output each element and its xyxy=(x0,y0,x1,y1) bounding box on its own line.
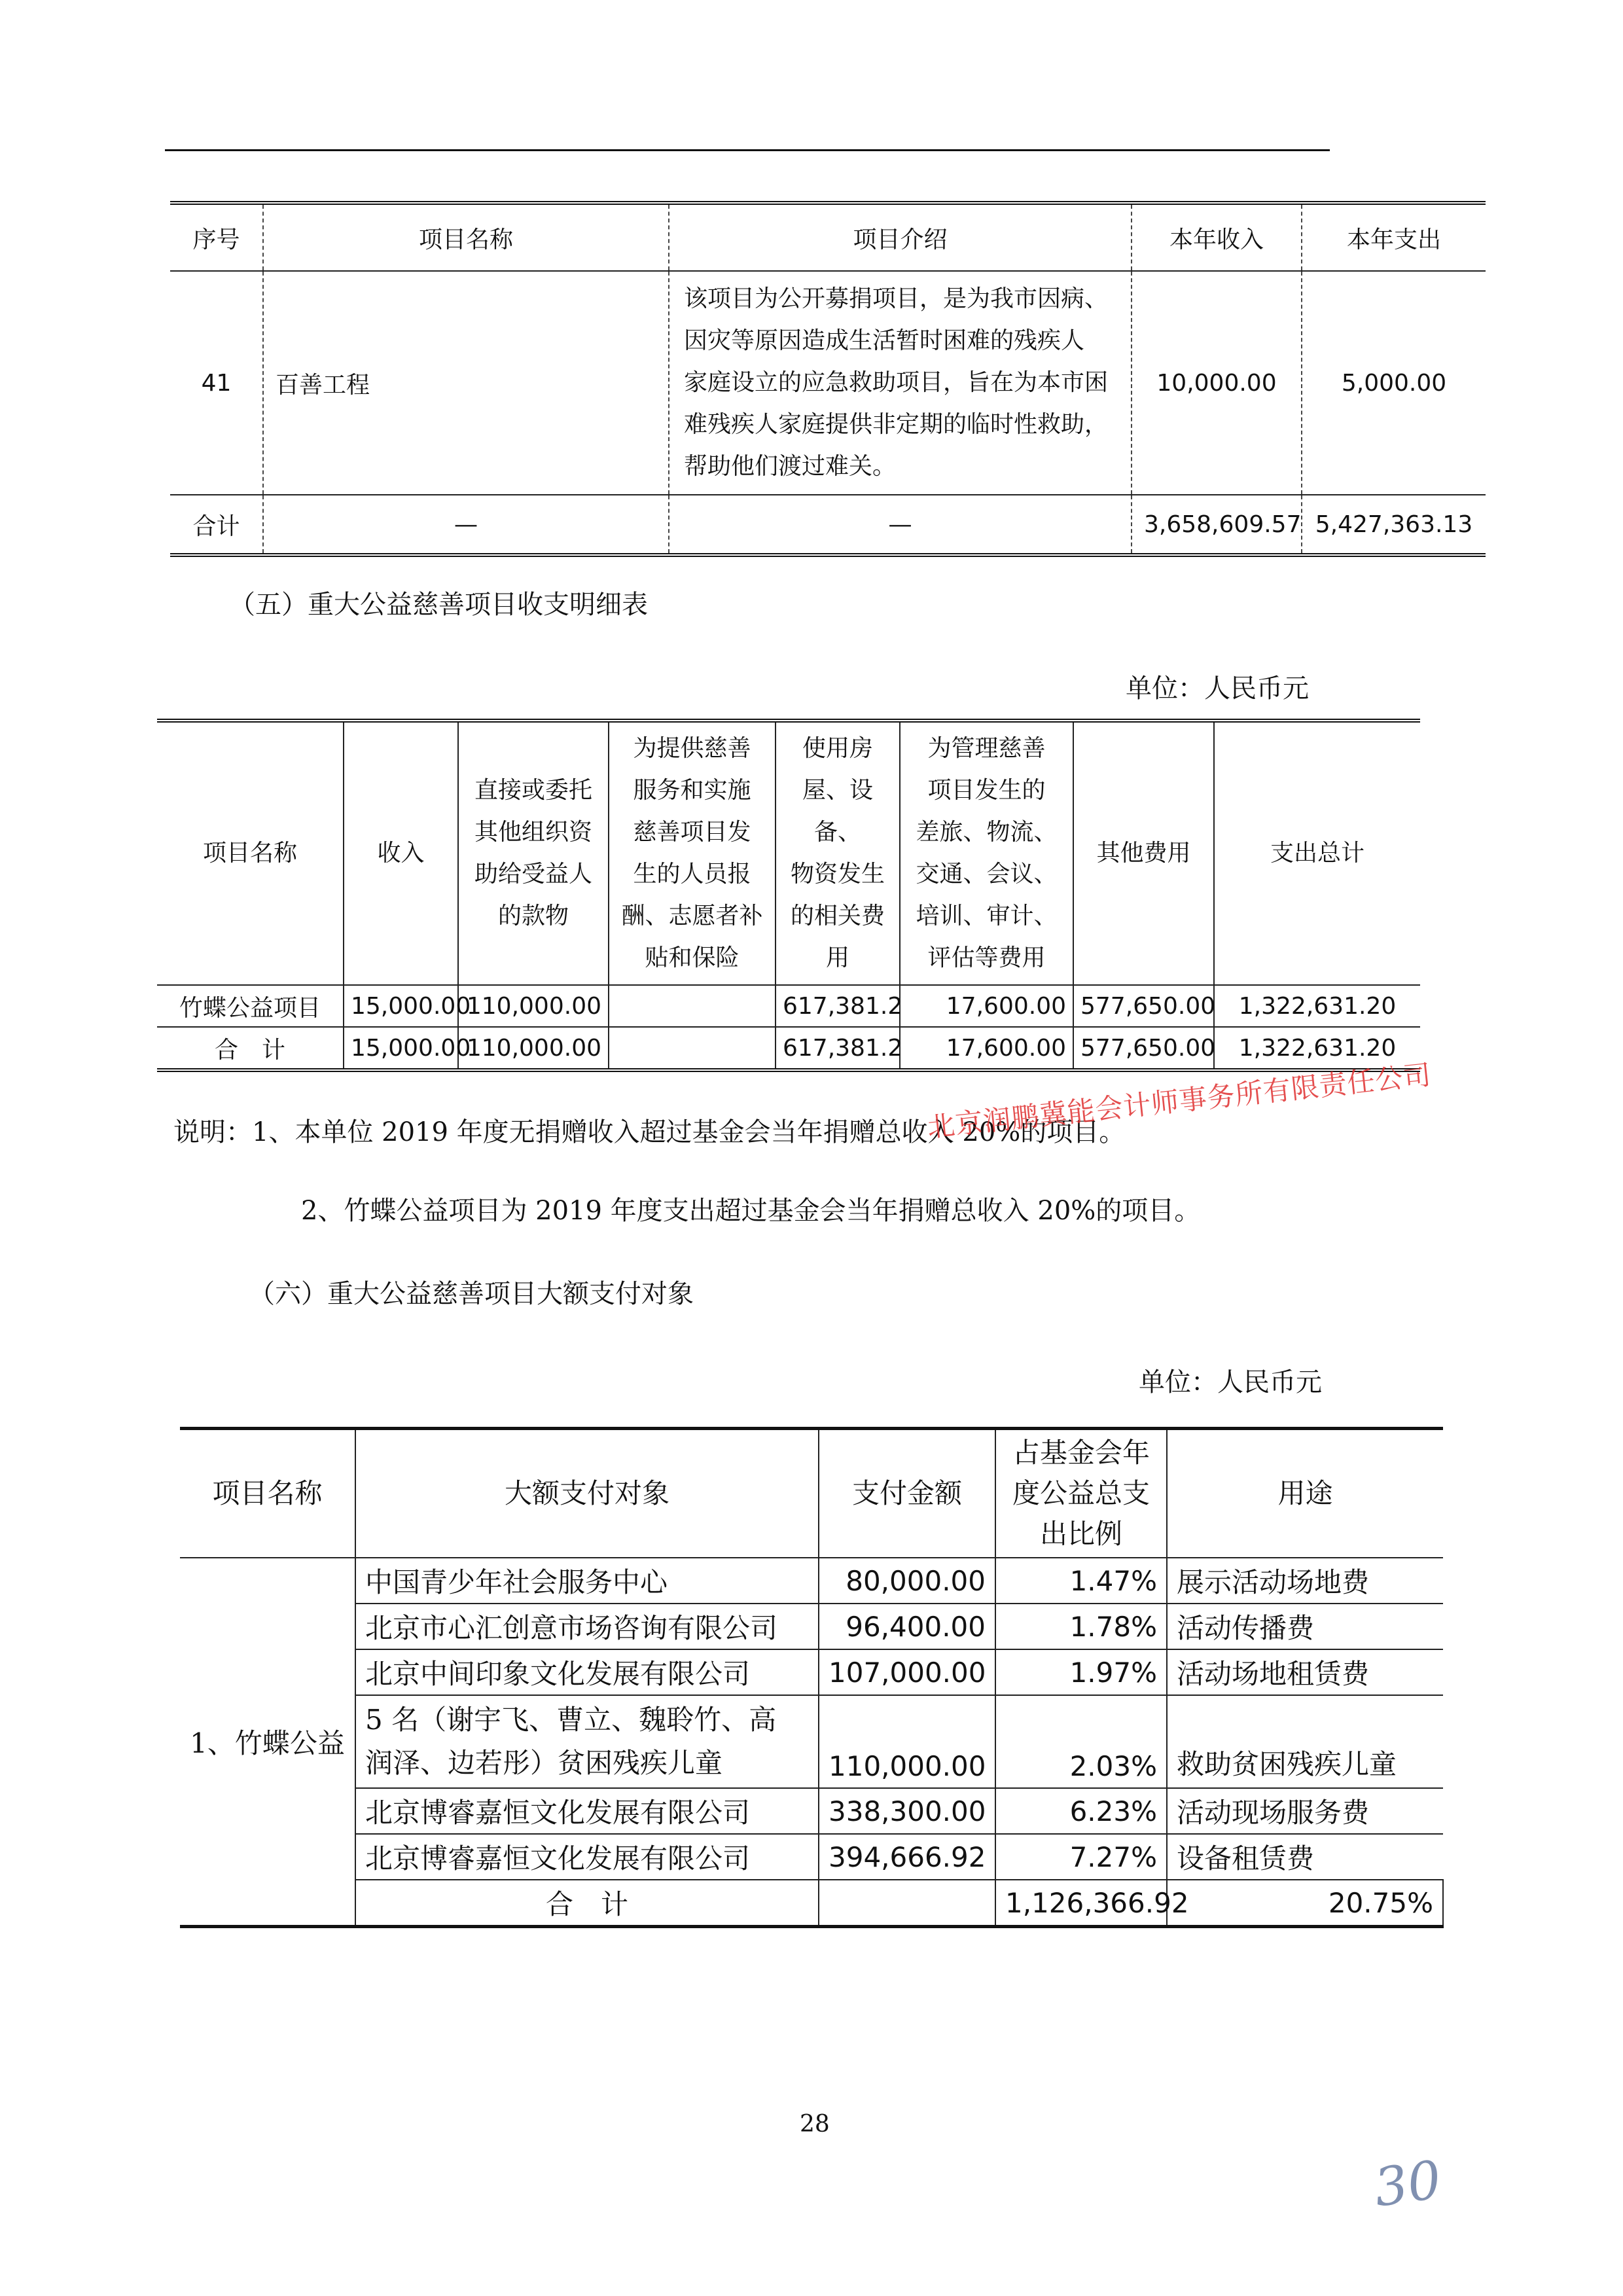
row-project-name: 百善工程 xyxy=(263,271,669,495)
section5-unit: 单位：人民币元 xyxy=(1126,673,1309,704)
header-line: 使用房 xyxy=(802,735,873,762)
cell: 17,600.00 xyxy=(900,985,1073,1027)
header-expense: 本年支出 xyxy=(1302,203,1486,271)
header-line: 直接或委托 xyxy=(474,777,592,804)
cell: 合 计 xyxy=(157,1027,344,1070)
amount-cell: 394,666.92 xyxy=(819,1834,995,1880)
header-line: 助给受益人 xyxy=(474,861,592,888)
usage-cell: 活动传播费 xyxy=(1167,1604,1443,1649)
table-row xyxy=(180,1695,1443,1788)
total-expense: 5,427,363.13 xyxy=(1302,495,1486,555)
header-project-name: 项目名称 xyxy=(157,721,344,985)
header-line: 培训、审计、 xyxy=(916,903,1058,929)
header-line: 酬、志愿者补 xyxy=(621,903,763,929)
ratio-cell: 1.47% xyxy=(995,1558,1167,1604)
table-header-row xyxy=(180,1429,1443,1558)
table-total-row xyxy=(157,1027,1420,1070)
header-ratio xyxy=(995,1429,1167,1558)
table-row xyxy=(180,1558,1443,1604)
cell: 577,650.00 xyxy=(1073,985,1214,1027)
table-total-row xyxy=(180,1880,1443,1927)
header-line: 评估等费用 xyxy=(927,944,1046,971)
usage-cell: 活动现场服务费 xyxy=(1167,1788,1443,1834)
total-label: 合计 xyxy=(170,495,263,555)
header-facility-cost xyxy=(776,721,900,985)
cell: 1,322,631.20 xyxy=(1214,985,1420,1027)
cell xyxy=(609,985,776,1027)
header-line: 的相关费 xyxy=(790,903,885,929)
header-line: 的款物 xyxy=(497,903,569,929)
usage-cell: 展示活动场地费 xyxy=(1167,1558,1443,1604)
project-detail-table xyxy=(157,719,1420,1072)
accounting-firm-stamp: 北京润鹏冀能会计师事务所有限责任公司 xyxy=(925,1058,1433,1144)
total-amount: 1,126,366.92 xyxy=(995,1880,1167,1927)
header-income: 本年收入 xyxy=(1132,203,1302,271)
header-line: 慈善项目发 xyxy=(633,819,751,846)
section5-title: （五）重大公益慈善项目收支明细表 xyxy=(229,590,648,620)
header-line: 其他组织资 xyxy=(474,819,592,846)
header-project-name: 项目名称 xyxy=(180,1429,355,1558)
total-label: 合 计 xyxy=(355,1880,819,1927)
header-no: 序号 xyxy=(170,203,263,271)
section6-unit: 单位：人民币元 xyxy=(1139,1367,1322,1397)
header-line: 占基金会年 xyxy=(1012,1437,1150,1469)
table-header-row xyxy=(170,203,1486,271)
header-management-cost xyxy=(900,721,1073,985)
header-line: 服务和实施 xyxy=(633,777,751,804)
row-project-intro xyxy=(669,271,1132,495)
cell xyxy=(609,1027,776,1070)
header-project-name: 项目名称 xyxy=(263,203,669,271)
amount-cell: 338,300.00 xyxy=(819,1788,995,1834)
usage-cell: 救助贫困残疾儿童 xyxy=(1167,1695,1443,1788)
note-2: 2、竹蝶公益项目为 2019 年度支出超过基金会当年捐赠总收入 20%的项目。 xyxy=(301,1196,1201,1226)
header-usage: 用途 xyxy=(1167,1429,1443,1558)
cell: 110,000.00 xyxy=(458,985,609,1027)
large-payment-table xyxy=(180,1427,1443,1928)
table-row xyxy=(180,1788,1443,1834)
ratio-cell: 1.97% xyxy=(995,1649,1167,1695)
header-line: 出比例 xyxy=(1039,1518,1122,1550)
table-row xyxy=(157,985,1420,1027)
note-1: 说明：1、本单位 2019 年度无捐赠收入超过基金会当年捐赠总收入 20%的项目。 xyxy=(173,1117,1126,1147)
project-income-expense-table xyxy=(170,201,1486,557)
cell: 竹蝶公益项目 xyxy=(157,985,344,1027)
header-total-expense: 支出总计 xyxy=(1214,721,1420,985)
header-project-intro: 项目介绍 xyxy=(669,203,1132,271)
total-intro-dash: — xyxy=(669,495,1132,555)
cell: 617,381.2 xyxy=(776,1027,900,1070)
header-income: 收入 xyxy=(344,721,458,985)
total-payee-empty xyxy=(819,1880,995,1927)
header-payee: 大额支付对象 xyxy=(355,1429,819,1558)
header-line: 项目发生的 xyxy=(927,777,1046,804)
usage-cell: 设备租赁费 xyxy=(1167,1834,1443,1880)
cell: 617,381.2 xyxy=(776,985,900,1027)
header-rule xyxy=(165,149,1330,151)
intro-line: 因灾等原因造成生活暂时困难的残疾人 xyxy=(684,327,1085,354)
amount-cell: 80,000.00 xyxy=(819,1558,995,1604)
header-line: 用 xyxy=(825,944,849,971)
ratio-cell: 1.78% xyxy=(995,1604,1167,1649)
header-line: 交通、会议、 xyxy=(916,861,1058,888)
header-line: 物资发生 xyxy=(790,861,885,888)
payee-cell: 北京博睿嘉恒文化发展有限公司 xyxy=(355,1788,819,1834)
cell: 1,322,631.20 xyxy=(1214,1027,1420,1070)
payee-cell xyxy=(355,1695,819,1788)
header-line: 生的人员报 xyxy=(633,861,751,888)
payee-line: 润泽、边若彤）贫困残疾儿童 xyxy=(365,1747,723,1779)
payee-line: 5 名（谢宇飞、曹立、魏聆竹、高 xyxy=(365,1704,777,1736)
payee-cell: 北京中间印象文化发展有限公司 xyxy=(355,1649,819,1695)
cell: 15,000.00 xyxy=(344,985,458,1027)
header-line: 为管理慈善 xyxy=(927,735,1046,762)
total-name-dash: — xyxy=(263,495,669,555)
table-header-row xyxy=(157,721,1420,985)
header-other-cost: 其他费用 xyxy=(1073,721,1214,985)
usage-cell: 活动场地租赁费 xyxy=(1167,1649,1443,1695)
cell: 110,000.00 xyxy=(458,1027,609,1070)
cell: 15,000.00 xyxy=(344,1027,458,1070)
header-line: 差旅、物流、 xyxy=(916,819,1058,846)
cell: 577,650.00 xyxy=(1073,1027,1214,1070)
table-row xyxy=(180,1649,1443,1695)
payee-cell: 北京博睿嘉恒文化发展有限公司 xyxy=(355,1834,819,1880)
header-line: 为提供慈善 xyxy=(633,735,751,762)
section6-title: （六）重大公益慈善项目大额支付对象 xyxy=(249,1279,694,1309)
table-row xyxy=(180,1604,1443,1649)
project-name-cell: 1、竹蝶公益 xyxy=(180,1558,355,1927)
handwritten-page-number: 30 xyxy=(1370,2149,1445,2219)
payee-cell: 中国青少年社会服务中心 xyxy=(355,1558,819,1604)
payee-cell: 北京市心汇创意市场咨询有限公司 xyxy=(355,1604,819,1649)
table-total-row xyxy=(170,495,1486,555)
header-personnel-cost xyxy=(609,721,776,985)
intro-line: 帮助他们渡过难关。 xyxy=(684,453,897,480)
cell: 17,600.00 xyxy=(900,1027,1073,1070)
table-row xyxy=(180,1834,1443,1880)
header-line: 度公益总支 xyxy=(1012,1477,1150,1509)
header-amount: 支付金额 xyxy=(819,1429,995,1558)
header-line: 贴和保险 xyxy=(645,944,740,971)
header-direct-grants xyxy=(458,721,609,985)
amount-cell: 110,000.00 xyxy=(819,1695,995,1788)
header-line: 屋、设备、 xyxy=(802,777,873,846)
intro-line: 家庭设立的应急救助项目，旨在为本市困 xyxy=(684,369,1109,396)
amount-cell: 107,000.00 xyxy=(819,1649,995,1695)
total-ratio: 20.75% xyxy=(1167,1880,1443,1927)
ratio-cell: 7.27% xyxy=(995,1834,1167,1880)
intro-line: 该项目为公开募捐项目，是为我市因病、 xyxy=(684,285,1109,312)
ratio-cell: 2.03% xyxy=(995,1695,1167,1788)
total-income: 3,658,609.57 xyxy=(1132,495,1302,555)
amount-cell: 96,400.00 xyxy=(819,1604,995,1649)
row-no: 41 xyxy=(170,271,263,495)
ratio-cell: 6.23% xyxy=(995,1788,1167,1834)
table-row xyxy=(170,271,1486,495)
row-income: 10,000.00 xyxy=(1132,271,1302,495)
page-number: 28 xyxy=(800,2111,830,2138)
row-expense: 5,000.00 xyxy=(1302,271,1486,495)
intro-line: 难残疾人家庭提供非定期的临时性救助， xyxy=(684,411,1109,438)
